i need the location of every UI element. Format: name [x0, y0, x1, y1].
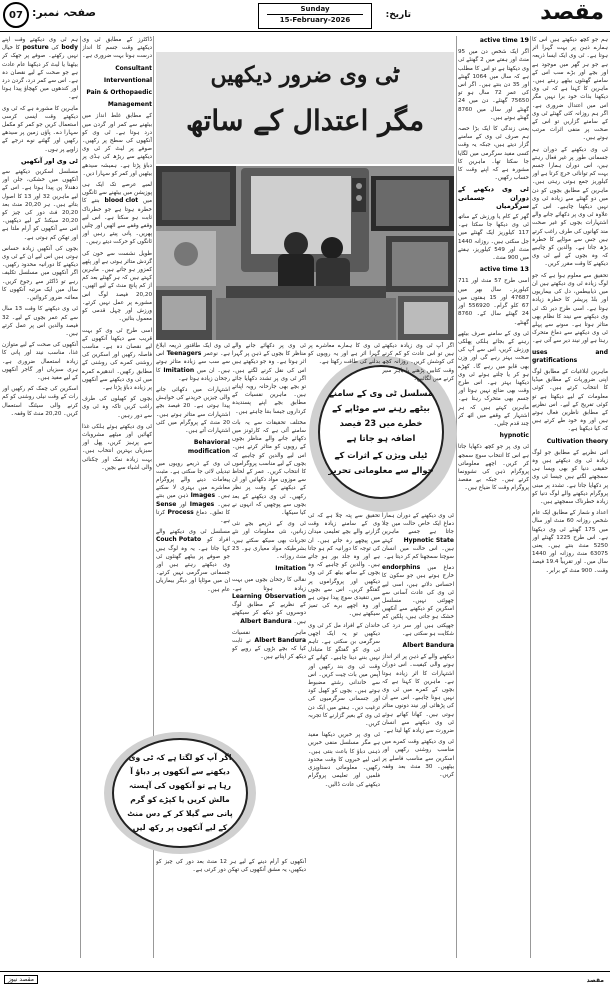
stat: 13: [15, 306, 23, 313]
stat: 8760: [458, 106, 473, 113]
article-column-6b: آنکھوں کو آرام دینے کے لیے ہر 12 منٹ بعد دور کی چیز کو دیکھیں، یہ مشق آنکھوں کی تھکن دور کرتی ہے۔: [156, 859, 306, 874]
date-text: 15-February-2026: [279, 16, 351, 24]
headline-line-1: ٹی وی ضرور دیکھیں: [210, 62, 400, 88]
stat: 12: [219, 859, 227, 865]
pull-quote-attribution: ٹیلی ویژن کے اثرات کے حوالے سے معلوماتی تحریر: [328, 450, 434, 475]
term: Images: [190, 492, 216, 500]
masthead-brand: مقصد: [540, 0, 604, 25]
masthead-rule: [0, 31, 610, 32]
stat: 15: [489, 294, 497, 301]
term: body: [61, 44, 78, 52]
stat: 13: [24, 193, 32, 200]
footer-rule: [0, 971, 610, 972]
stat: 1440: [458, 238, 473, 245]
term: Consultant: [115, 64, 152, 72]
stat: 711: [458, 278, 469, 285]
term: blood clot: [104, 197, 139, 205]
term: hypnotic: [499, 432, 529, 440]
stat: 1440: [532, 551, 547, 558]
headline-banner: [156, 52, 454, 164]
article-column-8: ہم ٹی وی دیکھتے وقت اپنے body کی posture کا خیال نہیں رکھتے۔ صوفے پر جھک کر بیٹھنا یا لیٹ کر دیکھنا عام عادت ہے جو صحت کے لیے نقصان دہ ہے۔ اس سے کمر درد، گردن درد اور کندھوں میں کھچاؤ پیدا ہوتا ہے۔ ماہرین کا مشورہ ہے کہ ٹی وی دیکھتے وقت ایسی کرسی استعمال کریں جو کمر کو مکمل سہارا دے۔ پاؤں زمین پر سیدھے رکھیں اور گھٹنے نوے درجے کے زاویے پر ہوں۔ ٹی وی اور آنکھیں مسلسل اسکرین دیکھنے سے آنکھوں میں خشکی، جلن اور دھندلا پن پیدا ہوتا ہے۔ اس کے لیے ماہرین 32 اور 13 کا اصول بتاتے ہیں۔ ہر 20,20 منٹ بعد 20,20 فٹ دور کی چیز کو 20,20 سیکنڈ کے لیے دیکھیں۔ اس سے آنکھوں کو آرام ملتا ہے اور تھکن کم ہوتی ہے۔ بچوں کی آنکھیں زیادہ حساس ہوتی ہیں اس لیے ان کے ٹی وی دیکھنے کا دورانیہ محدود رکھیں۔ اگر آنکھوں میں مسلسل تکلیف رہے تو ڈاکٹر سے رجوع کریں۔ سال میں ایک مرتبہ آنکھوں کا معائنہ ضرور کروائیں۔ ٹی وی دیکھنے کا وقت 13 سال سے کم عمر بچوں کے لیے۔ 32 فیصد والدین اس پر عمل کرتے ہیں۔ آنکھوں کی صحت کے لیے متوازن غذا، مناسب نیند اور پانی کا زیادہ استعمال ضروری ہے۔ ہری سبزیاں اور گاجر آنکھوں کے لیے مفید ہیں۔ اسکرین کی چمک کم رکھیں اور رات کے وقت نیلی روشنی کو کم کرنے والی سیٹنگ استعمال کریں۔ 20,20 منٹ کا وقفہ۔: [2, 37, 78, 417]
stat: 30: [425, 763, 433, 770]
stat: 900: [507, 255, 519, 262]
term: Hypnotic State: [403, 536, 454, 544]
term: active time: [479, 266, 518, 274]
term: Couch Potato: [156, 536, 202, 544]
stat: 549: [494, 246, 505, 253]
term: Cultivation theory: [546, 437, 608, 445]
stat: 75650: [511, 98, 529, 105]
term: uses and gratifications: [532, 348, 608, 364]
stat: 556920: [468, 303, 490, 310]
term: posture: [22, 44, 49, 52]
stat: 20,20: [45, 410, 62, 417]
article-column-7: ڈاکٹرز کے مطابق ٹی وی دیکھتے وقت جسم کا انداز درست ہونا بہت ضروری ہے۔ Consultant Interventional Pain & Orthopaedic Management کے مطابق غلط انداز میں بیٹھنے سے کمر اور گردن میں درد ہوتا ہے۔ ٹی وی کو آنکھوں کی سطح پر رکھیں۔ صوفے پر لیٹ کر ٹی وی دیکھنے سے ریڑھ کی ہڈی پر دباؤ پڑتا ہے۔ ہمیشہ سیدھے بیٹھیں اور کمر کو سہارا دیں۔ لمبے عرصے تک ایک ہی پوزیشن میں بیٹھنے سے ٹانگوں میں blood clot بننے کا خطرہ ہوتا ہے جو خطرناک ثابت ہو سکتا ہے۔ اس لیے وقفے وقفے سے اٹھیں اور چلیں پھریں۔ پانی پیتے رہیں اور ٹانگوں کو حرکت دیتے رہیں۔ طویل نشست سے خون کی گردش متاثر ہوتی ہے اور پٹھے کمزور ہو جاتے ہیں۔ ماہرین کہتے ہیں کہ ہر گھنٹے بعد کم از کم پانچ منٹ کے لیے اٹھیں۔ 20,20 فیصد لوگ اس مشورے پر عمل نہیں کرتے۔ ورزش اور چہل قدمی کو معمول بنائیں۔ اسی طرح ٹی وی کو بہت قریب سے دیکھنا آنکھوں کے لیے نقصان دہ ہے۔ مناسب فاصلہ رکھیں اور اسکرین کی روشنی کمرے کی روشنی کے مطابق رکھیں۔ اندھیرے کمرے میں ٹی وی دیکھنے سے آنکھوں پر زیادہ دباؤ پڑتا ہے۔ بچوں کو کھیلوں کی طرف راغب کریں تاکہ وہ ٹی وی سے دور رہیں۔ ٹی وی دیکھتے ہوئے ہلکی غذا کھائیں اور میٹھے مشروبات سے پرہیز کریں، پھل اور سبزیاں بہترین انتخاب ہیں۔ بہت زیادہ نمک اور چکنائی والی اشیاء سے بچیں۔: [82, 37, 152, 471]
stat: 13: [519, 265, 529, 274]
term: Albert Bandura: [240, 617, 292, 625]
footer-right: مقصد: [586, 977, 604, 984]
stat: 63075: [590, 551, 608, 558]
pull-quote-text: مسلسل ٹی وی کے سامنے بیٹھے رہنے سے موٹاپے کے خطرے میں 23 فیصد اضافہ ہو جاتا ہے: [329, 388, 433, 443]
term: Observation: [264, 592, 306, 600]
term: Pain & Orthopaedic: [86, 89, 152, 97]
day-text: Sunday: [300, 5, 330, 13]
term: active time: [479, 37, 518, 44]
article-column-6: ٹی وی ایک طاقتور ذریعہ ابلاغ ہے۔ نوعمر Teenagers اس سے سب سے زیادہ متاثر ہوتے ہیں۔ ان میں Imitation کا رجحان زیادہ ہوتا ہے۔ اشتہارات میں دکھائی جانے والی چیزیں خریدنے کی خواہش پیدا ہوتی ہے۔ 20 فیصد بچے اشتہارات سے متاثر ہوتے ہیں۔ 20 منٹ کے پروگرام میں کئی اشتہارات آتے ہیں۔ Behavioral modification ٹی وی کے ذریعے رویوں میں تبدیلی لائی جا سکتی ہے۔ مثبت پیغامات دینے والے پروگرام معاشرے میں بہتری لا سکتے ہیں۔ Images ذہن میں بنتے ہیں۔ Images اور Sense کا تعلق۔ دماغ Process کرتا ہے۔ مسلسل ٹی وی دیکھنے والے افراد کو Couch Potato کہا جاتا ہے۔ یہ وہ لوگ ہیں جو صوفے پر بیٹھے گھنٹوں ٹی وی دیکھتے رہتے ہیں اور جسمانی سرگرمی نہیں کرتے۔ ان میں موٹاپا اور دیگر بیماریاں عام ہیں۔: [156, 343, 230, 593]
article-column-2: 19 active time اگر ایک شخص دن میں 95 منٹ اور ہفتے میں 2 گھنٹے ٹی وی دیکھتا ہے تو اس کا مطلب ہے کہ سال میں 1064 گھنٹے اور 35 دن بنتے ہیں۔ اگر اس کی عمر 72 سال ہو تو 75650 گھنٹے۔ دن میں 24 گھنٹے اور سال میں 8760 گھنٹے ہوتے ہیں۔ یعنی زندگی کا ایک بڑا حصہ ہم صرف ٹی وی کے سامنے گزار دیتے ہیں، جبکہ یہ وقت کسی مفید سرگرمی میں لگایا جا سکتا تھا۔ ماہرین کا مشورہ ہے کہ اپنے وقت کا حساب رکھیں۔ ٹی وی دیکھنے کے دوران جسمانی سرگرمیاں گھر کے کام یا ورزش کے ساتھ ٹی وی دیکھا جا سکتا ہے۔ 117 کیلوریز ایک گھنٹے میں جل سکتی ہیں۔ روزانہ 1440 منٹ اور 549 کیلوریز، ہفتے میں 900 منٹ۔ 13 active time اسی طرح 57 منٹ اور 711 کیلوریز۔ سال بھر میں 47687 اور 15 ہفتوں میں 67 کلو گرام۔ 556920 اور 24 گھنٹے سال کے۔ 8760 گھنٹے۔ ٹی وی کے سامنے صرف بیٹھے رہنے کے بجائے ہلکی پھلکی ورزش کریں، اس سے آپ کی صحت بہتر رہے گی اور وزن بھی قابو میں رہے گا۔ کھڑے ہو کر یا چلتے ہوئے ٹی وی دیکھنا بہتر ہے۔ اس طرح وقت بھی ضائع نہیں ہوتا اور جسم بھی متحرک رہتا ہے۔ ماہرین کہتے ہیں کہ ہر اشتہار کے وقفے میں اٹھ کر چند قدم چلیں۔ hypnotic ٹی وی پر جو کچھ دکھایا جاتا ہے اس کا انتخاب سوچ سمجھ کر کریں۔ اچھے معلوماتی پروگرام ذہن کی نشوونما کرتے ہیں۔ جبکہ بے مقصد پروگرام وقت کا ضیاع ہیں۔: [458, 36, 529, 492]
term: Interventional: [103, 76, 152, 84]
date-label: تاریخ:: [385, 10, 411, 20]
term: Imitation: [275, 565, 306, 573]
column-rule: [80, 36, 81, 958]
stat: 32: [2, 314, 10, 321]
stat: 2: [480, 57, 484, 64]
term: Albert Bandura: [402, 642, 454, 650]
page-label: صفحہ نمبر:: [32, 6, 96, 19]
stat: 24: [521, 311, 529, 318]
page-number-badge: [3, 2, 29, 28]
stat: 20: [222, 419, 230, 426]
stat: 117: [518, 230, 529, 237]
stat: 1225: [556, 534, 571, 541]
stat: 19: [519, 36, 529, 44]
tv-photo-collage: [156, 166, 454, 340]
tv-photo: [156, 166, 454, 340]
term: Behavioral: [193, 439, 230, 447]
term: Albert Bandura: [254, 636, 306, 644]
stat: 35: [512, 82, 520, 89]
stat: 72: [494, 90, 502, 97]
term: Imitation: [163, 366, 195, 374]
date-divider: [267, 14, 363, 15]
stat: 19.4: [546, 559, 559, 566]
stat: 20,20: [61, 218, 78, 225]
article-column-5: ٹی وی پر دکھائے جانے والے مناظر کا بچوں کے ذہن پر گہرا اثر ہوتا ہے۔ وہ جو دیکھتے ہیں اس کی نقل کرنے لگتے ہیں۔ اگر ٹی وی پر تشدد دکھایا جائے تو بچے بھی جارحانہ رویہ اپناتے ہیں۔ ماہرین نفسیات کے مطابق بچے اپنے پسندیدہ کرداروں جیسا بننا چاہتے ہیں۔ مختلف تحقیقات سے یہ بات سامنے آئی ہے کہ کارٹونز میں دکھائے جانے والے مناظر بچوں کے رویوں کو متاثر کرتے ہیں۔ اس لیے والدین کو چاہیے کہ بچوں کے لیے مناسب پروگراموں کا انتخاب کریں۔ عمر کے لحاظ سے موزوں مواد دکھائیں اور ان کے دیکھنے کے وقت پر نظر رکھیں۔ ٹی وی دیکھنے کے بعد بچوں سے پوچھیں کہ انہوں نے کیا سیکھا۔ ٹی وی کے ذریعے بچے نئی زبانیں، نئی معلومات اور نئے تجربات بھی سیکھ سکتے ہیں، بشرطیکہ مواد معیاری ہو۔ 23 منٹ روزانہ۔ Imitation نقالی کا رجحان بچوں میں بہت زیادہ ہوتا ہے۔ Observation Learning کے نظریے کے مطابق لوگ دوسروں کو دیکھ کر سیکھتے ہیں۔ Albert Bandura ماہر نفسیات Albert Bandura نے ثابت کیا کہ بچے بڑوں کے رویے کو دیکھ کر اپناتے ہیں۔: [232, 343, 306, 661]
page-number: 07: [9, 9, 23, 21]
stat: 20: [183, 403, 191, 410]
stat: 5250: [593, 542, 608, 549]
date-box: [258, 3, 411, 29]
headline-line-2: مگر اعتدال کے ساتھ: [185, 104, 425, 137]
tip-quote-text: اگر آپ کو لگتا ہے کہ ٹی وی دیکھنے سے آنکھوں پر دباؤ آ رہا ہے تو آنکھوں کی آہستہ مالش کریں یا کپڑے کو گرم پانی سے گیلا کر کے دس منٹ کے لیے آنکھوں پر رکھ لیں: [127, 753, 233, 832]
stat: 20,20: [135, 291, 152, 298]
stat: 20,20: [61, 210, 78, 217]
stat: 23: [232, 545, 240, 552]
stat: 900: [581, 567, 593, 574]
article-column-3: اگر آپ ٹی وی زیادہ دیکھتے ہیں تو اس عادت کو کم کرنے کی کوشش کریں۔ روزانہ کچھ وقت کتابیں پڑھنے یا باہر سیر کرنے میں لگائیں۔: [382, 343, 454, 382]
stat: 8760: [458, 311, 473, 318]
stat: 20,20: [24, 201, 41, 208]
stat: 32: [42, 193, 50, 200]
column-rule: [456, 36, 457, 958]
article-column-1: ہم جو کچھ دیکھتے ہیں اس کا ہمارے ذہن پر بہت گہرا اثر ہوتا ہے۔ ٹی وی ایک ایسا ذریعہ ہے جو ہر گھر میں موجود ہے اور بچے اور بڑے سب اس کے سامنے گھنٹوں بیٹھے رہتے ہیں۔ ماہرین کا کہنا ہے کہ ٹی وی دیکھنا بذات خود برا نہیں مگر اس میں اعتدال ضروری ہے۔ اگر ہم روزانہ کئی گھنٹے ٹی وی کے سامنے گزاریں تو اس کے صحت پر منفی اثرات مرتب ہوتے ہیں۔ ٹی وی دیکھنے کے دوران ہم جسمانی طور پر غیر فعال رہتے ہیں، اس دوران ہمارا جسم بہت کم توانائی خرچ کرتا ہے اور کیلوریز جمع ہوتی رہتی ہیں۔ ماہرین کے مطابق بچوں کو دن میں دو گھنٹے سے زیادہ ٹی وی نہیں دیکھنا چاہیے۔ اس کے علاوہ ٹی وی پر دکھائے جانے والے اشتہارات بچوں کو غیر صحت مند کھانوں کی طرف راغب کرتے ہیں جس سے موٹاپے کا خطرہ بڑھ جاتا ہے۔ والدین کو چاہیے کہ وہ بچوں کے لیے ٹی وی دیکھنے کا وقت مقرر کریں۔ تحقیق سے معلوم ہوا ہے کہ جو لوگ زیادہ ٹی وی دیکھتے ہیں ان میں ذیابیطس، دل کی بیماریوں اور بلڈ پریشر کا خطرہ زیادہ ہوتا ہے۔ اسی طرح دیر تک ٹی وی دیکھنے سے نیند کا نظام بھی متاثر ہوتا ہے۔ سونے سے پہلے ٹی وی دیکھنے سے دماغ متحرک رہتا ہے اور نیند دیر سے آتی ہے۔ uses and gratifications ماہرین ابلاغیات کے مطابق لوگ اپنی ضروریات کے مطابق میڈیا کا انتخاب کرتے ہیں۔ کوئی معلومات کے لیے دیکھتا ہے تو کوئی تفریح کے لیے۔ اس نظریے کے مطابق ناظرین فعال ہوتے ہیں اور وہ خود طے کرتے ہیں کہ کیا دیکھنا ہے۔ Cultivation theory اس نظریے کے مطابق جو لوگ زیادہ ٹی وی دیکھتے ہیں وہ حقیقی دنیا کو بھی ویسا ہی سمجھنے لگتے ہیں جیسا ٹی وی پر دکھایا جاتا ہے۔ تشدد پر مبنی پروگرام دیکھنے والے لوگ دنیا کو زیادہ خطرناک سمجھتے ہیں۔ اعداد و شمار کے مطابق ایک عام شخص روزانہ 60 منٹ اور سال میں 175 گھنٹے ٹی وی دیکھتا ہے۔ اس طرح 1225 گھنٹے اور 5250 منٹ بنتے ہیں۔ یعنی 63075 منٹ روزانہ اور 1440 سال میں۔ اور تقریباً 19.4 فیصد وقت۔ 900 منٹ کے برابر۔: [532, 37, 608, 574]
term: Management: [107, 101, 152, 109]
column-rule: [530, 36, 531, 958]
term: modification: [187, 448, 230, 456]
term: Learning: [232, 592, 262, 600]
stat: 24: [458, 98, 466, 105]
stat: 47687: [511, 294, 529, 301]
stat: 57: [494, 278, 502, 285]
article-column-3b: ٹی وی دیکھنے کے دوران ہمارا دماغ ایک خاص حالت میں چلا جاتا ہے جسے ماہرین Hypnotic State کہتے ہیں۔ اس حالت میں انسان سوچنا سمجھنا کم کر دیتا ہے۔ دماغ میں endorphins خارج ہوتے ہیں جو سکون کا احساس دلاتے ہیں، اسی لیے ٹی وی کی عادت آسانی سے چھوٹتی نہیں۔ مسلسل اسکرین کو دیکھنے سے آنکھیں خشک ہو جاتی ہیں، پلکیں کم جھپکتی ہیں اور سر درد کی شکایت ہو سکتی ہے۔ Albert Bandura دیکھنے والے کے ذہن پر اثر انداز ہونے والی کیفیت۔ اس دوران اشتہارات کا اثر زیادہ ہوتا ہے۔ ماہرین کا کہنا ہے کہ بچوں کے کمرے میں ٹی وی نہیں ہونا چاہیے۔ اس سے ان کی پڑھائی اور نیند دونوں متاثر ہوتی ہیں۔ کھانا کھاتے ہوئے ٹی وی دیکھنے سے انسان ضرورت سے زیادہ کھا لیتا ہے۔ ٹی وی دیکھتے وقت کمرے میں مناسب روشنی رکھیں اور اسکرین سے مناسب فاصلے پر بیٹھیں۔ 30 منٹ بعد وقفہ کریں۔: [382, 513, 454, 779]
article-column-4b: تحقیق سے پتہ چلا ہے کہ ٹی وی کے سامنے زیادہ وقت گزارنے والے بچے تعلیمی میدان میں پیچھے رہ جاتے ہیں۔ ان کی توجہ کا دورانیہ کم ہو جاتا ہے اور وہ جلد بور ہو جاتے ہیں۔ والدین کو چاہیے کہ وہ بچوں کے ساتھ بیٹھ کر ٹی وی دیکھیں اور پروگراموں پر گفتگو کریں۔ اس سے بچوں میں تنقیدی سوچ پیدا ہوتی ہے اور وہ اچھے برے کی تمیز سیکھتے ہیں۔ خاندان کے افراد مل کر ٹی وی دیکھیں تو یہ ایک اچھی سرگرمی بن سکتی ہے۔ تاہم ٹی وی کو گفتگو کا متبادل نہیں بننے دینا چاہیے۔ کھانے کے وقت ٹی وی بند رکھیں اور آپس میں بات چیت کریں۔ اس سے خاندانی رشتے مضبوط ہوتے ہیں۔ بچوں کو کھیل کود اور جسمانی سرگرمیوں کی ترغیب دیں۔ ہفتے میں ایک دن ٹی وی کے بغیر گزارنے کا تجربہ کریں۔ ٹی وی پر خبریں دیکھنا مفید ہے مگر مسلسل منفی خبریں ذہنی دباؤ کا باعث بنتی ہیں۔ اس لیے خبروں کا وقت محدود رکھیں۔ معلوماتی دستاویزی فلمیں اور تعلیمی پروگرام دیکھنے کی عادت ڈالیں۔: [308, 513, 380, 788]
term: endorphins: [382, 564, 421, 572]
term: Images: [189, 500, 215, 508]
stat: 67: [521, 303, 529, 310]
stat: 175: [584, 526, 596, 533]
term: Sense: [156, 500, 177, 508]
stat: 60: [566, 518, 574, 525]
article-column-4: ٹی وی کا ہمارے معاشرے پر گہرا اثر ہے اور یہ رویوں کو بدلنے کی طاقت رکھتا ہے۔: [308, 343, 380, 366]
footer-left: مقصد نیوز: [4, 975, 38, 984]
stat: 95: [458, 49, 466, 56]
term: Process: [167, 508, 194, 516]
stat: 1064: [472, 73, 487, 80]
term: Teenagers: [166, 350, 202, 358]
